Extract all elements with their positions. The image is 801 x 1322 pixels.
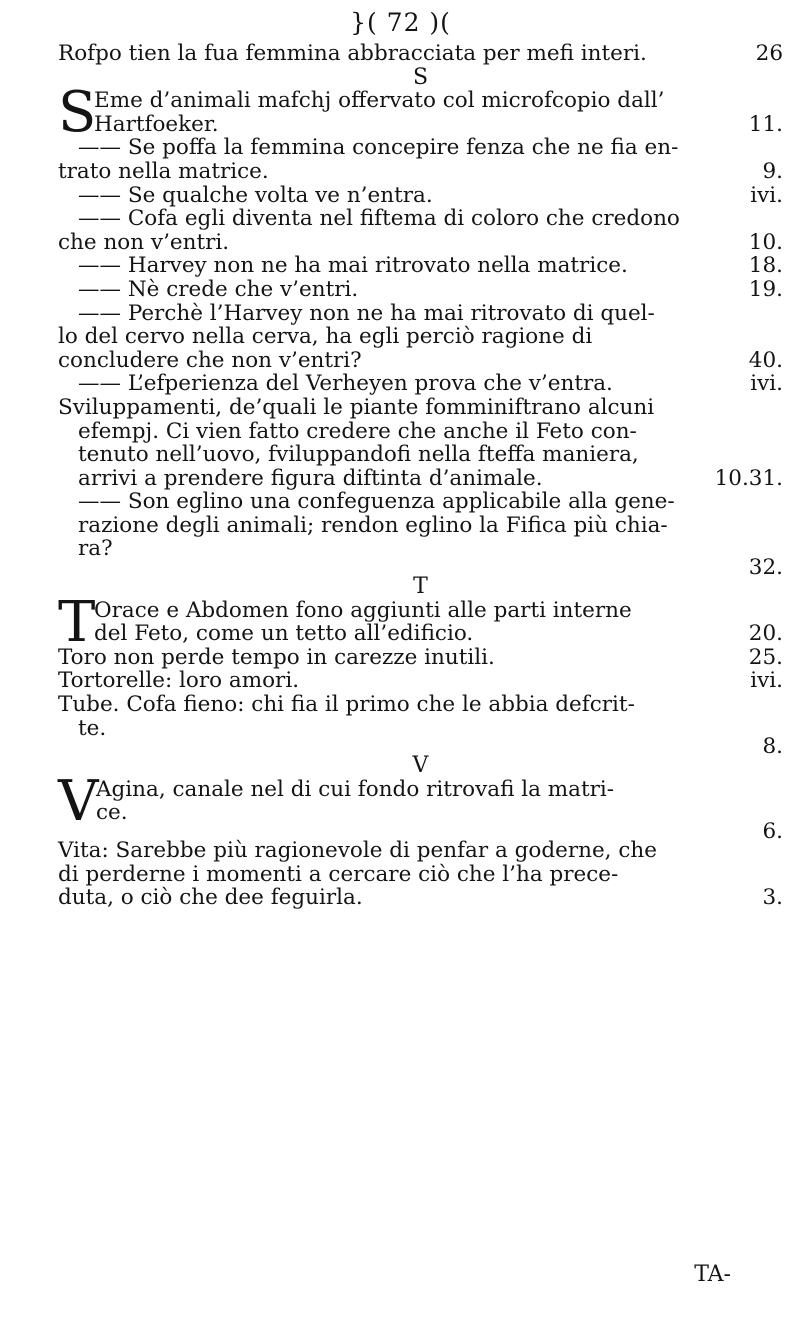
index-line <box>58 396 783 420</box>
index-line <box>58 420 783 444</box>
page-header: }( 72 )( <box>350 8 451 37</box>
index-line <box>58 693 783 717</box>
index-line <box>58 669 783 693</box>
index-line <box>58 160 783 184</box>
section-letter-s <box>58 66 783 90</box>
page-ref: 10. <box>748 229 783 255</box>
entry-text: —— Harvey non ne ha mai ritrovato nella matrice. <box>78 253 628 279</box>
index-line <box>58 646 783 670</box>
entry-text: di perderne i momenti a cercare ciò che l’ha prece- <box>58 861 619 887</box>
entry-text: —— Nè crede che v’entri. <box>78 276 359 302</box>
entry-text: razione degli animali; rendon eglino la Fifica più chia- <box>78 512 668 538</box>
section-letter: S <box>412 64 429 90</box>
index-line <box>58 136 783 160</box>
entry-text: Agina, canale nel di cui fondo ritrovafi la matri- <box>96 776 615 802</box>
page-ref: ivi. <box>750 371 783 397</box>
entry-text: —— Se poffa la femmina concepire fenza che ne fia en- <box>78 135 679 161</box>
index-entries <box>58 42 783 910</box>
entry-text: concludere che non v’entri? <box>58 347 362 373</box>
entry-text: ra? <box>78 536 113 562</box>
page-ref: 20. <box>748 621 783 647</box>
catchword: TA- <box>694 1262 731 1287</box>
page-ref: 19. <box>748 276 783 302</box>
page-ref: 26 <box>755 41 783 66</box>
page-ref: 6. <box>762 819 783 844</box>
index-line <box>58 886 783 910</box>
entry-text: —— Cofa egli diventa nel fiftema di coloro che credono <box>78 206 680 232</box>
page-ref: ivi. <box>750 668 783 694</box>
index-line <box>58 372 783 396</box>
entry-text: Sviluppamenti, de’quali le piante fomminiftrano alcuni <box>58 394 655 420</box>
entry-text: Hartfoeker. <box>94 111 219 137</box>
index-line <box>58 113 783 137</box>
page-ref: ivi. <box>750 182 783 208</box>
entry-text: Eme d’animali mafchj offervato col microfcopio dall’ <box>94 88 665 114</box>
entry-text: Tortorelle: loro amori. <box>58 668 300 694</box>
index-line <box>58 302 783 326</box>
entry-text: tenuto nell’uovo, fviluppandofi nella fteffa maniera, <box>78 442 639 468</box>
page-ref: 40. <box>748 347 783 373</box>
page-ref: 9. <box>762 158 783 184</box>
page-ref: 3. <box>762 885 783 911</box>
entry-text: —— L’efperienza del Verheyen prova che v’entra. <box>78 371 613 397</box>
entry-text: Rofpo tien la fua femmina abbracciata per mefi interi. <box>58 41 647 66</box>
page-ref: 18. <box>748 253 783 279</box>
page-ref: 25. <box>748 644 783 670</box>
index-line <box>58 717 783 741</box>
index-line <box>58 42 783 66</box>
entry-text: arrivi a prendere figura diftinta d’animale. <box>78 465 543 491</box>
page-ref: 32. <box>748 555 783 581</box>
page-ref: 11. <box>748 111 783 137</box>
index-line <box>58 555 783 581</box>
index-line <box>58 443 783 467</box>
entry-text: lo del cervo nella cerva, ha egli perciò ragione di <box>58 324 593 350</box>
index-line <box>58 537 783 561</box>
entry-text: duta, o ciò che dee feguirla. <box>58 885 363 911</box>
section-letter: T <box>413 574 428 600</box>
entry-text: Vita: Sarebbe più ragionevole di penfar a goderne, che <box>58 838 657 863</box>
index-line <box>58 467 783 491</box>
index-line <box>58 801 783 825</box>
entry-text: —— Se qualche volta ve n’entra. <box>78 182 433 208</box>
page-ref: 10.31. <box>714 465 783 491</box>
page-ref: 8. <box>762 734 783 760</box>
entry-text: del Feto, come un tetto all’edificio. <box>94 621 474 647</box>
index-line <box>58 278 783 302</box>
index-line <box>58 819 783 844</box>
section-letter-v <box>58 754 783 778</box>
entry-text: Toro non perde tempo in carezze inutili. <box>58 644 495 670</box>
entry-text: ce. <box>96 800 128 826</box>
entry-text: Tube. Cofa fieno: chi fia il primo che le abbia defcrit- <box>58 692 635 718</box>
index-line <box>58 490 783 514</box>
entry-text: che non v’entri. <box>58 229 230 255</box>
index-line <box>58 839 783 863</box>
index-line <box>58 231 783 255</box>
entry-text: Orace e Abdomen fono aggiunti alle parti interne <box>94 597 632 623</box>
index-line <box>58 325 783 349</box>
entry-text: trato nella matrice. <box>58 158 269 184</box>
drop-cap-s: S <box>58 80 97 146</box>
drop-cap-t: T <box>58 589 96 655</box>
entry-text: efempj. Ci vien fatto credere che anche il Feto con- <box>78 418 637 444</box>
index-line <box>58 622 783 646</box>
section-letter: V <box>412 753 429 779</box>
entry-text: —— Perchè l’Harvey non ne ha mai ritrovato di quel- <box>78 300 655 326</box>
index-line <box>58 734 783 760</box>
index-line <box>58 254 783 278</box>
entry-text: te. <box>78 715 107 741</box>
index-line <box>58 349 783 373</box>
drop-cap-v: V <box>58 768 99 834</box>
index-line <box>58 207 783 231</box>
index-line <box>58 514 783 538</box>
entry-text: —— Son eglino una confeguenza applicabile alla gene- <box>78 489 675 515</box>
section-letter-t <box>58 575 783 599</box>
index-line <box>58 184 783 208</box>
index-line <box>58 863 783 887</box>
